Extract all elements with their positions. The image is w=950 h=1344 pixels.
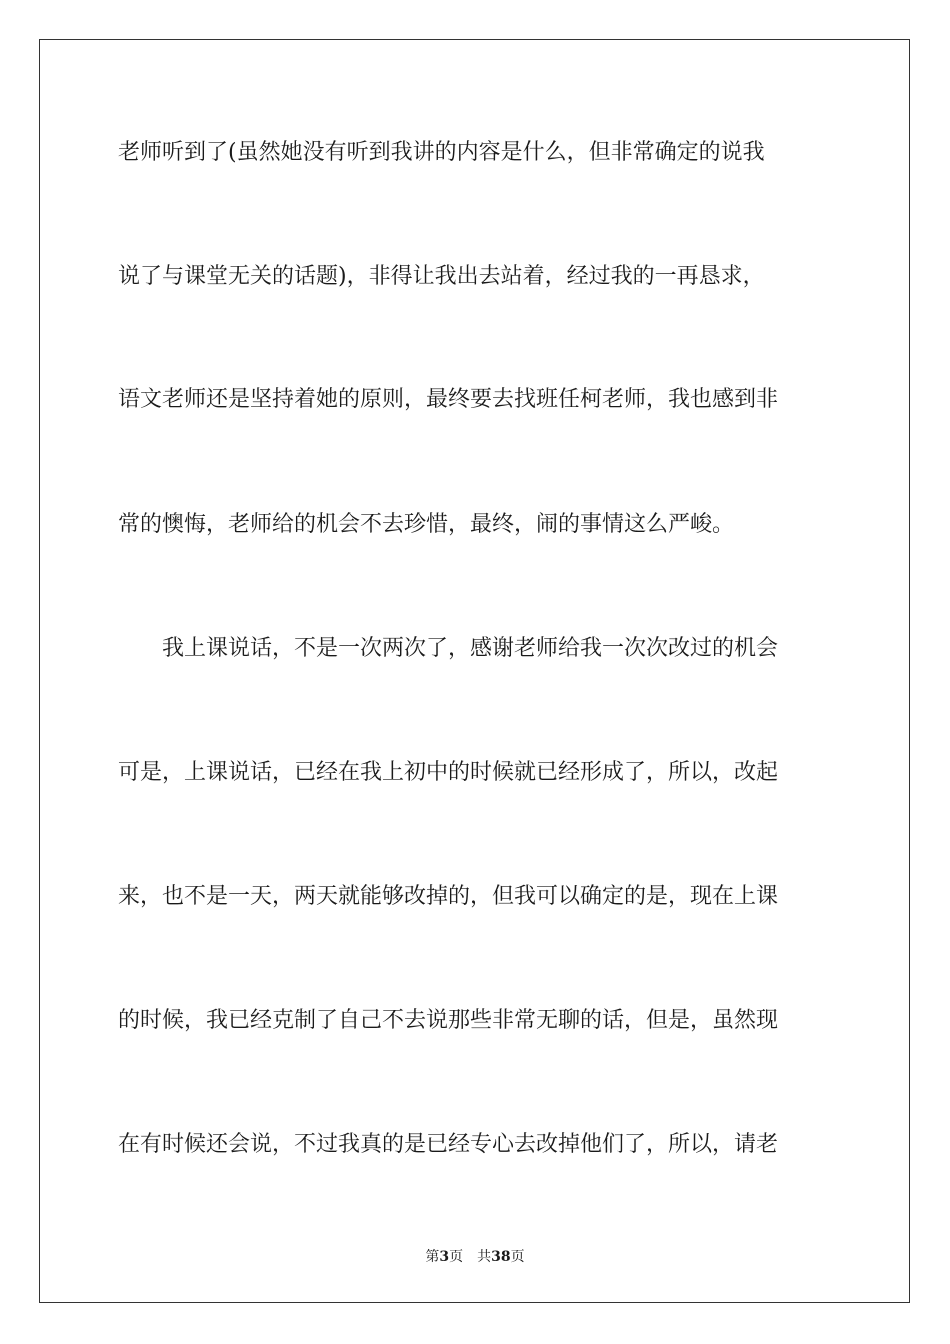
total-label-prefix: 共	[477, 1249, 492, 1265]
body-text-line-1: 老师听到了(虽然她没有听到我讲的内容是什么，但非常确定的说我	[118, 140, 765, 165]
body-text-line-9: 在有时候还会说，不过我真的是已经专心去改掉他们了，所以，请老	[118, 1132, 779, 1157]
body-text-line-8: 的时候，我已经克制了自己不去说那些非常无聊的话，但是，虽然现	[118, 1008, 779, 1033]
page-label-suffix: 页	[449, 1249, 464, 1265]
total-label-suffix: 页	[510, 1249, 525, 1265]
body-text-line-4: 常的懊悔，老师给的机会不去珍惜，最终，闹的事情这么严峻。	[118, 512, 735, 537]
body-text-line-2: 说了与课堂无关的话题)，非得让我出去站着，经过我的一再恳求，	[118, 264, 765, 289]
body-text-line-6: 可是，上课说话，已经在我上初中的时候就已经形成了，所以，改起	[118, 760, 779, 785]
body-text-line-3: 语文老师还是坚持着她的原则，最终要去找班任柯老师，我也感到非	[118, 387, 779, 412]
total-pages: 38	[491, 1249, 511, 1265]
body-text-line-5: 我上课说话，不是一次两次了，感谢老师给我一次次改过的机会	[162, 636, 779, 661]
body-text-line-7: 来，也不是一天，两天就能够改掉的，但我可以确定的是，现在上课	[118, 884, 779, 909]
page-border	[39, 39, 910, 1303]
page-label-prefix: 第	[425, 1249, 440, 1265]
page-footer	[0, 1248, 950, 1266]
page-number: 3	[439, 1249, 450, 1265]
